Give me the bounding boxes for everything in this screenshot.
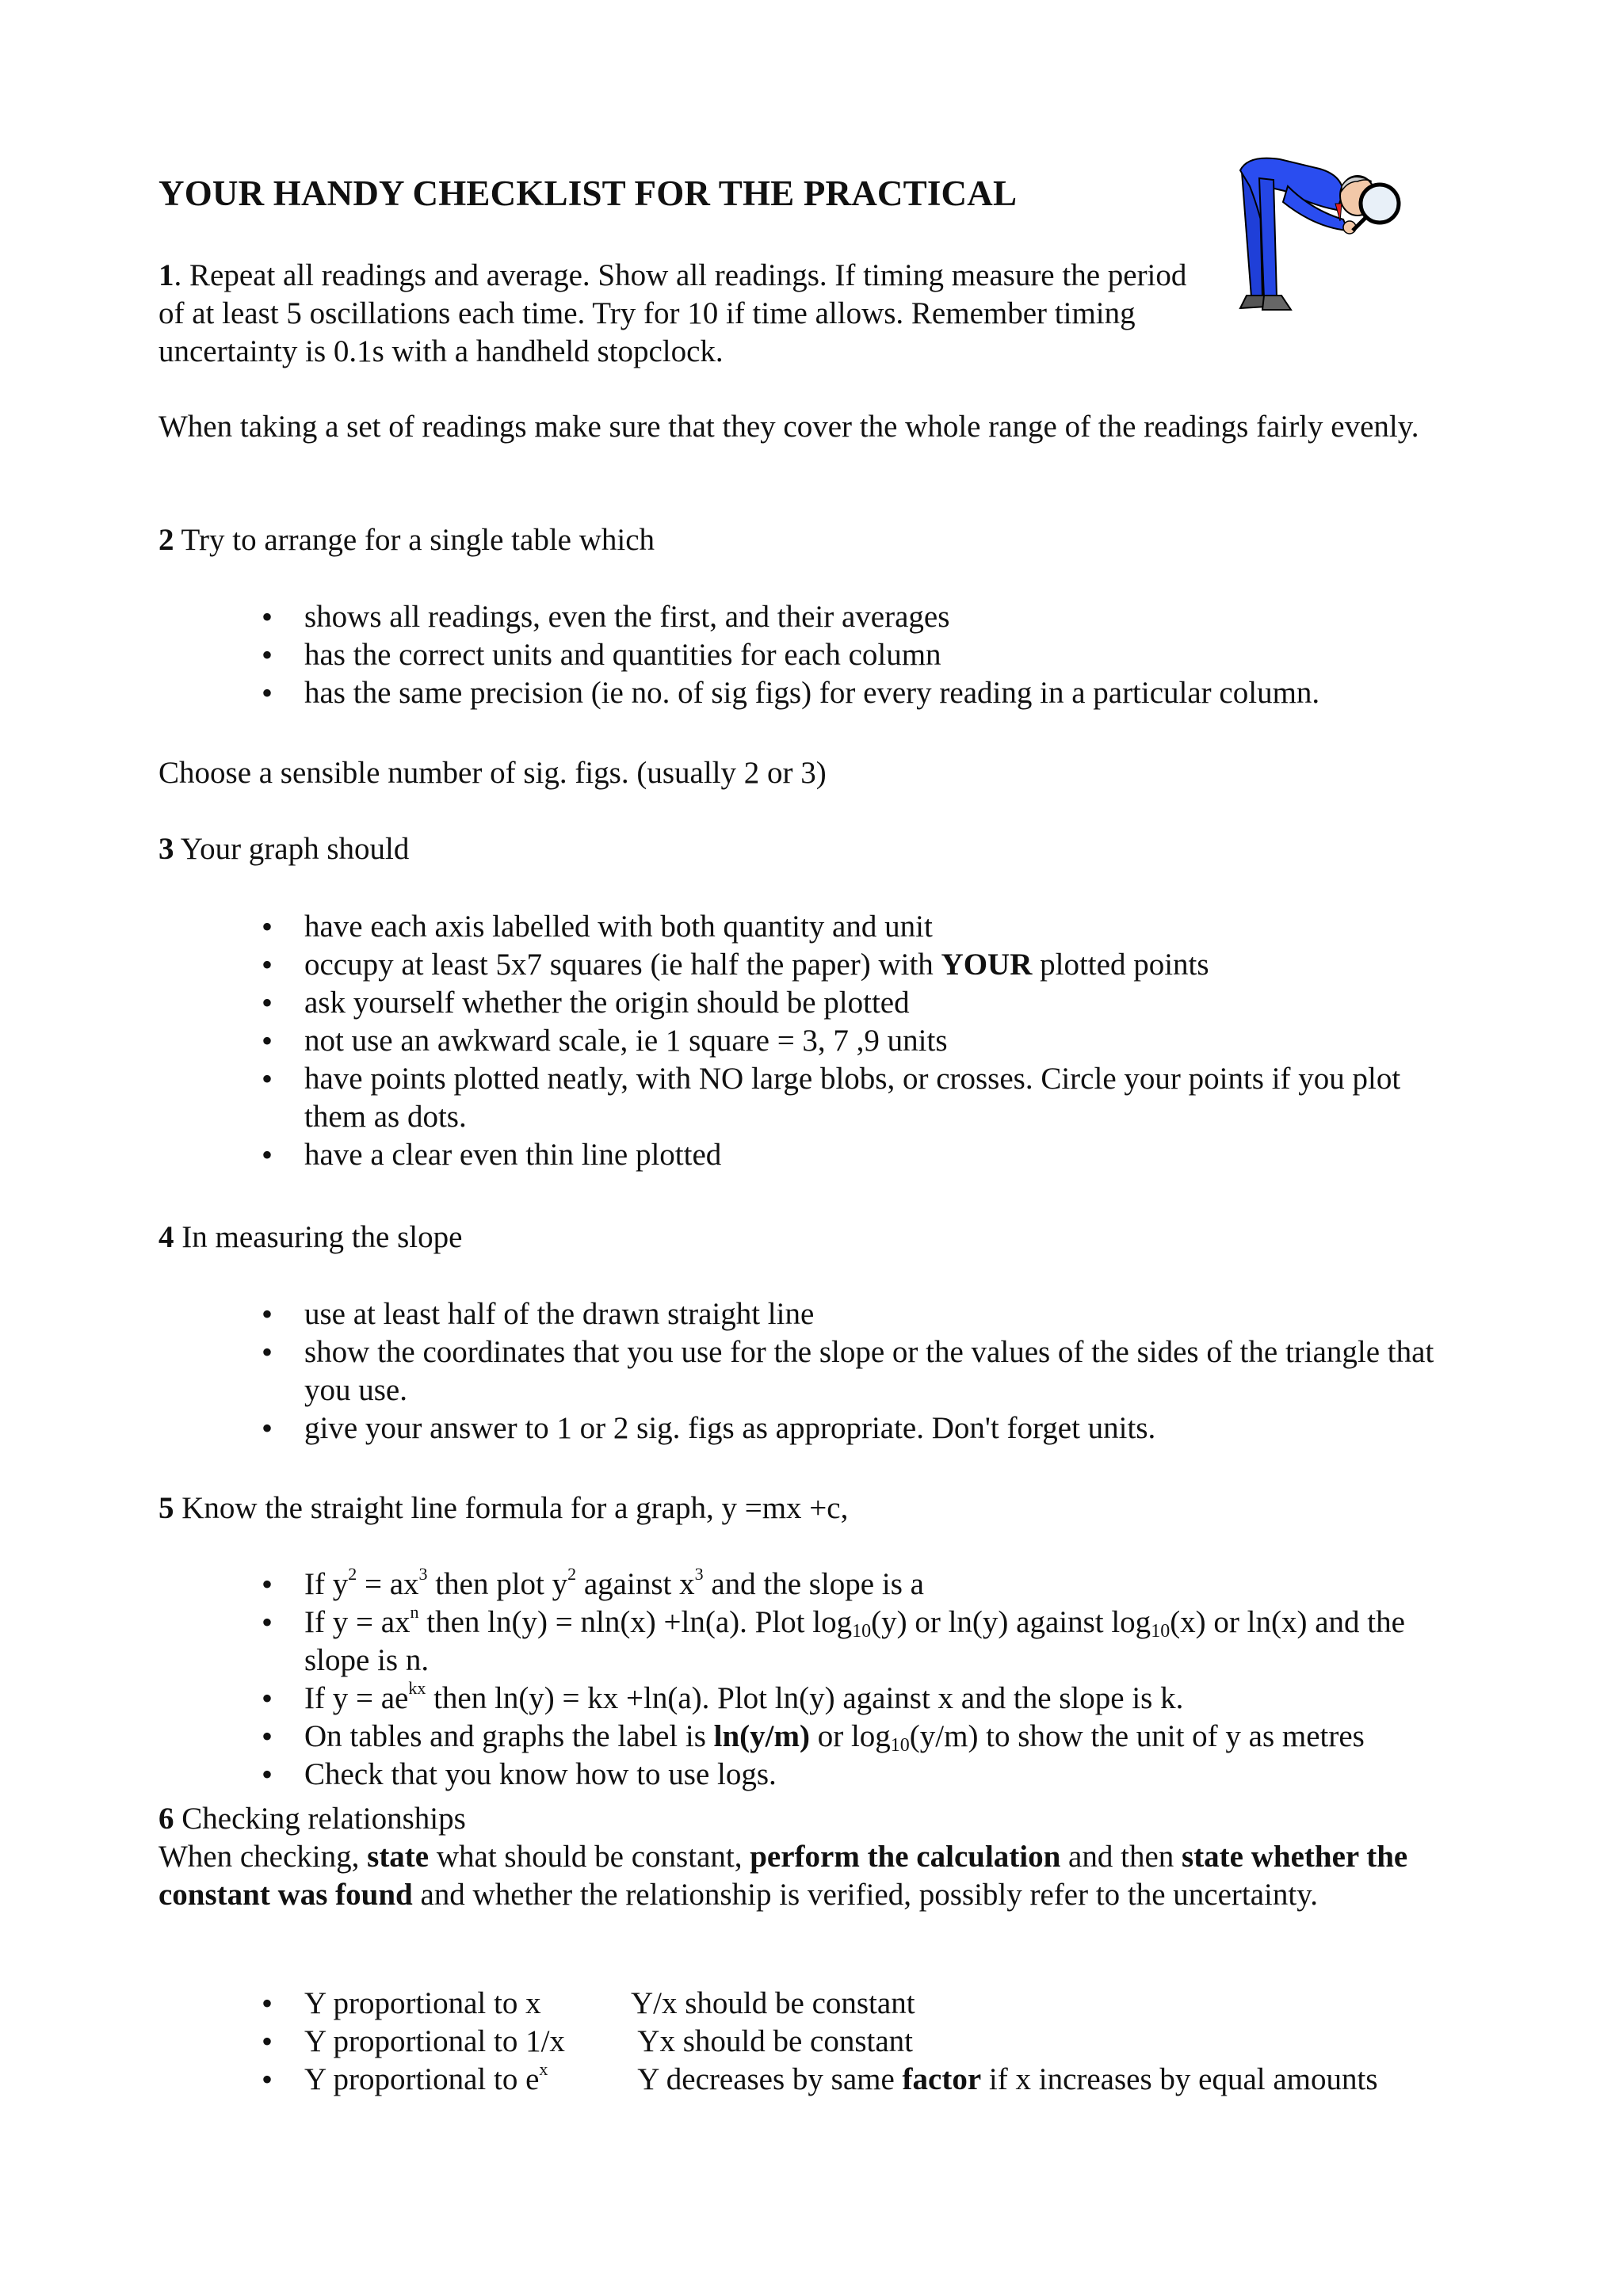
text: = ax (357, 1567, 419, 1601)
list-item (262, 1985, 1466, 2023)
text: On tables and graphs the label is (304, 1719, 714, 1753)
list-item-text: plotted points (1032, 948, 1209, 982)
list-item: • ask yourself whether the origin should be plotted (262, 984, 1466, 1022)
section-6-number: 6 (158, 1802, 174, 1836)
text: (y/m) to show the unit of y as metres (909, 1719, 1365, 1753)
section-3-bullet-list (262, 908, 1466, 1174)
bold-text: ln(y/m) (713, 1719, 810, 1753)
list-item: • give your answer to 1 or 2 sig. figs as appropriate. Don't forget units. (262, 1409, 1466, 1447)
section-2-heading (158, 521, 1458, 559)
list-item (262, 2061, 1466, 2099)
section-6-bullet-list (262, 1985, 1466, 2099)
list-item (262, 1680, 1466, 1718)
list-item: • show the coordinates that you use for the slope or the values of the sides of the triangle that you use. (262, 1333, 1466, 1409)
superscript: n (410, 1602, 419, 1622)
sigfigs-note: Choose a sensible number of sig. figs. (usually 2 or 3) (158, 756, 827, 790)
list-item: • not use an awkward scale, ie 1 square = 3, 7 ,9 units (262, 1022, 1466, 1060)
section-1-paragraph (158, 257, 1212, 371)
text: what should be constant, (429, 1840, 750, 1874)
section-5-heading (158, 1489, 1458, 1527)
list-item-bold: YOUR (941, 948, 1033, 982)
text: then ln(y) = kx +ln(a). Plot ln(y) against x and the slope is k. (426, 1681, 1184, 1715)
bold-text: factor (902, 2062, 982, 2096)
text: and the slope is a (703, 1567, 924, 1601)
superscript: 3 (694, 1564, 704, 1584)
superscript: 2 (567, 1564, 577, 1584)
text: and then (1060, 1840, 1182, 1874)
list-item (262, 946, 1466, 984)
section-1-text: . Repeat all readings and average. Show all readings. If timing measure the period of at least 5 oscillations each time. Try for 10 if time allows. Remember timing uncertainty is 0.1s with a handheld stopclock. (158, 258, 1187, 368)
relationship: Y proportional to 1/x (304, 2024, 565, 2058)
list-item: • have each axis labelled with both quantity and unit (262, 908, 1466, 946)
section-2-bullet-list (262, 598, 1466, 712)
list-item: • has the same precision (ie no. of sig figs) for every reading in a particular column. (262, 674, 1466, 712)
section-6-heading-text: Checking relationships (174, 1802, 466, 1836)
list-item: • have points plotted neatly, with NO large blobs, or crosses. Circle your points if you plot them as dots. (262, 1060, 1466, 1136)
list-item: • shows all readings, even the first, and their averages (262, 598, 1466, 636)
list-item: • have a clear even thin line plotted (262, 1136, 1466, 1174)
text: then ln(y) = nln(x) +ln(a). Plot log (418, 1605, 853, 1639)
range-note: When taking a set of readings make sure that they cover the whole range of the readings fairly evenly. (158, 410, 1419, 444)
section-4-number: 4 (158, 1220, 174, 1254)
text: When checking, (158, 1840, 368, 1874)
section-6-heading (158, 1800, 1458, 1838)
section-4-bullet-list (262, 1295, 1466, 1447)
text: Y proportional to e (304, 2062, 540, 2096)
text: then plot y (427, 1567, 568, 1601)
list-item: • Check that you know how to use logs. (262, 1756, 1466, 1794)
check: Yx should be constant (631, 2024, 914, 2058)
text: If y = ae (304, 1681, 409, 1715)
superscript: 2 (348, 1564, 357, 1584)
superscript: kx (408, 1678, 426, 1698)
text: against x (576, 1567, 695, 1601)
section-1-number: 1 (158, 258, 174, 292)
section-4-heading (158, 1219, 1458, 1257)
list-item: • use at least half of the drawn straight line (262, 1295, 1466, 1333)
list-item-text: occupy at least 5x7 squares (ie half the paper) with (304, 948, 941, 982)
check: if x increases by equal amounts (981, 2062, 1378, 2096)
text: and whether the relationship is verified, possibly refer to the uncertainty. (412, 1878, 1318, 1912)
section-5-bullet-list (262, 1566, 1466, 1794)
section-3-number: 3 (158, 832, 174, 866)
subscript: 10 (890, 1735, 910, 1756)
page-title: YOUR HANDY CHECKLIST FOR THE PRACTICAL (158, 174, 1018, 213)
man-with-magnifying-glass-icon (1232, 154, 1430, 337)
section-3-heading-text: Your graph should (174, 832, 410, 866)
section-2-heading-text: Try to arrange for a single table which (174, 523, 655, 557)
bold-text: state (367, 1840, 430, 1874)
check: Y decreases by same (631, 2062, 903, 2096)
text: or log (809, 1719, 891, 1753)
section-6-paragraph (158, 1838, 1466, 1914)
section-4-heading-text: In measuring the slope (174, 1220, 463, 1254)
check: Y/x should be constant (631, 1986, 915, 2020)
relationship (304, 2061, 631, 2099)
list-item (262, 1566, 1466, 1604)
text: (y) or ln(y) against log (871, 1605, 1151, 1639)
text: If y = ax (304, 1605, 411, 1639)
list-item (262, 2023, 1466, 2061)
section-5-heading-text: Know the straight line formula for a graph, y =mx +c, (174, 1491, 849, 1525)
bold-text: state whether the constant was found (158, 1840, 1408, 1912)
relationship: Y proportional to x (304, 1986, 541, 2020)
section-3-heading (158, 830, 1458, 868)
list-item (262, 1604, 1466, 1680)
text: If y (304, 1567, 349, 1601)
list-item (262, 1718, 1466, 1756)
bold-text: perform the calculation (750, 1840, 1061, 1874)
list-item: • has the correct units and quantities for each column (262, 636, 1466, 674)
subscript: 10 (852, 1621, 872, 1642)
superscript: x (539, 2059, 548, 2079)
superscript: 3 (418, 1564, 428, 1584)
section-2-number: 2 (158, 523, 174, 557)
text: (x) or ln(x) and the slope is n. (304, 1605, 1405, 1677)
subscript: 10 (1151, 1621, 1170, 1642)
section-5-number: 5 (158, 1491, 174, 1525)
